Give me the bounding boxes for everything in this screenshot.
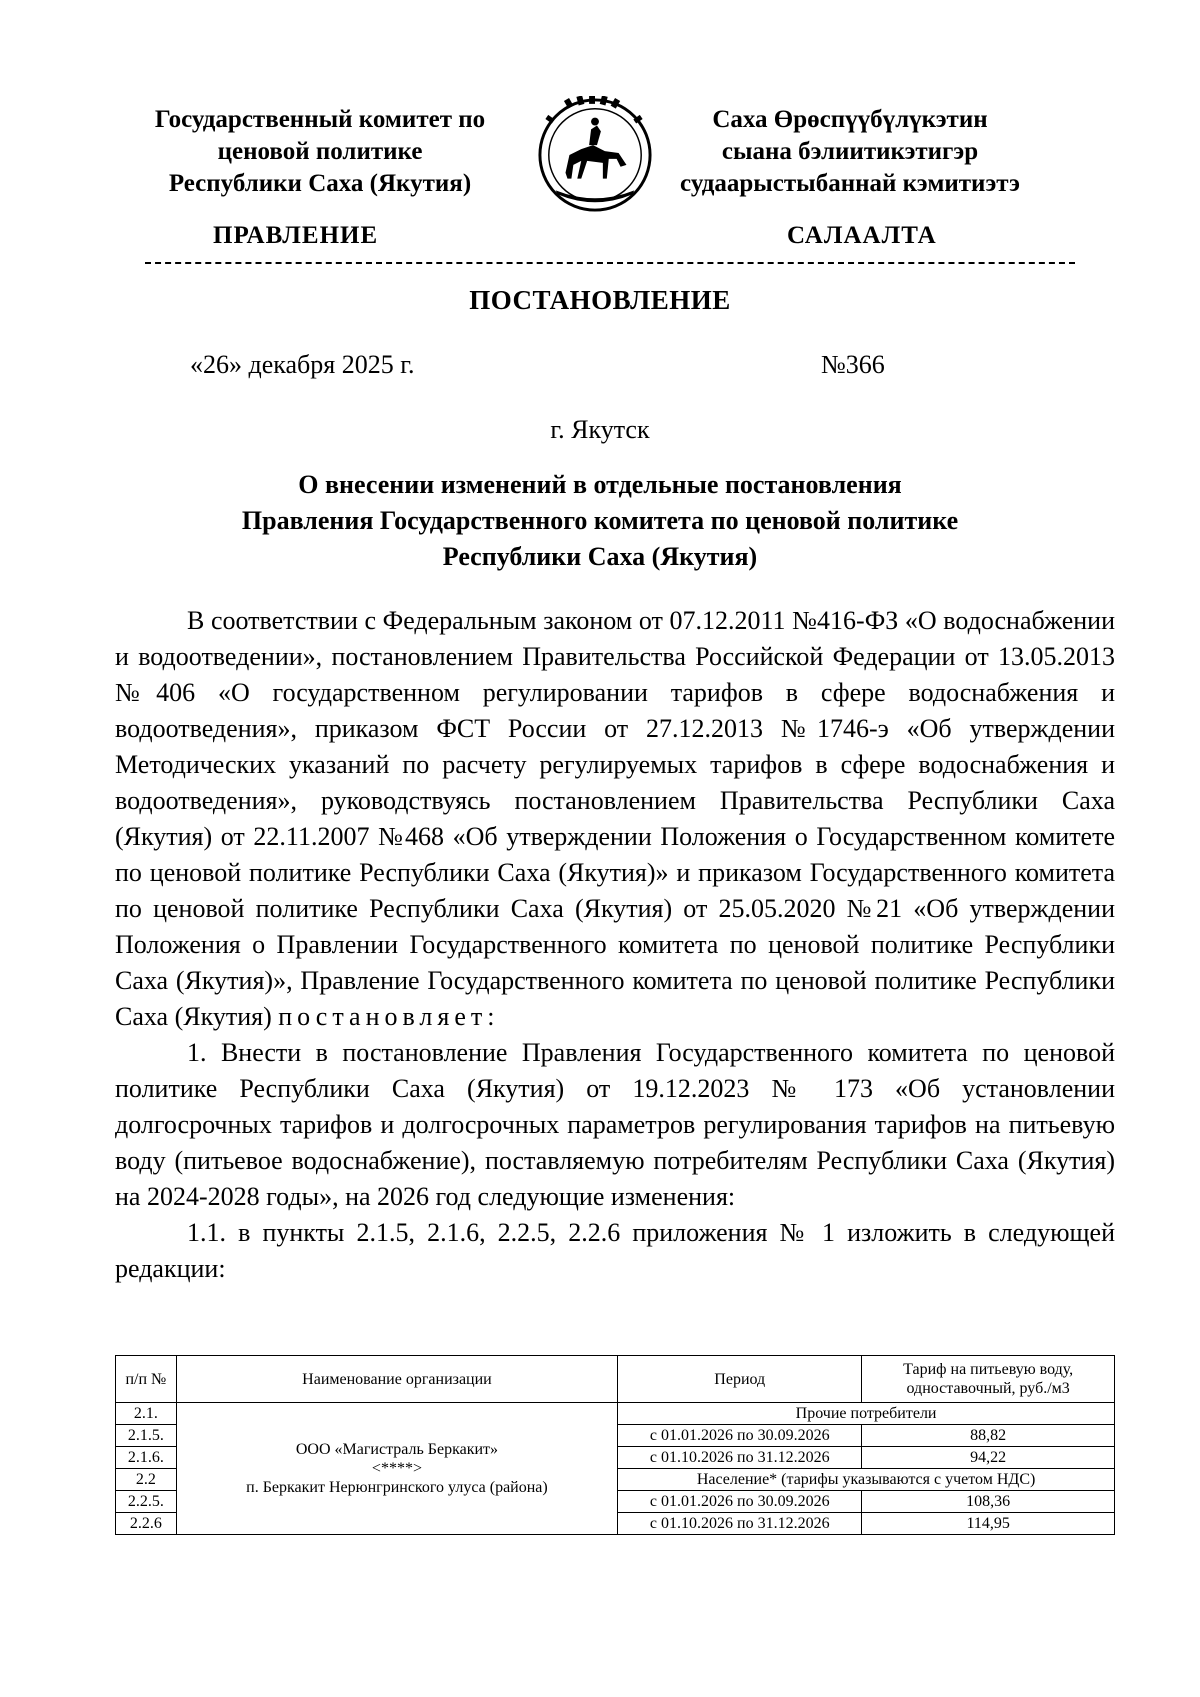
- board-label-russian: ПРАВЛЕНИЕ: [213, 222, 379, 249]
- org-cell: [176, 1403, 617, 1535]
- header-right-line: сыана бэлиитикэтигэр: [721, 138, 979, 165]
- row-num: 2.1.5.: [116, 1425, 177, 1447]
- header-divider: [145, 262, 1075, 264]
- header-period: Период: [618, 1356, 862, 1403]
- document-type: ПОСТАНОВЛЕНИЕ: [469, 285, 731, 315]
- org-code: <****>: [371, 1460, 422, 1477]
- document-number: №366: [821, 350, 885, 379]
- committee-name-russian: [130, 104, 510, 200]
- group-label: Прочие потребители: [618, 1403, 1115, 1425]
- row-num: 2.1.6.: [116, 1447, 177, 1469]
- header-num: п/п №: [116, 1356, 177, 1403]
- row-period: с 01.10.2026 по 31.12.2026: [618, 1447, 862, 1469]
- tariff-table: [115, 1355, 1115, 1535]
- header-left-line: ценовой политике: [217, 138, 423, 165]
- coat-of-arms-icon: [536, 96, 654, 214]
- header-org: Наименование организации: [176, 1356, 617, 1403]
- row-tariff: 94,22: [862, 1447, 1115, 1469]
- item-1-paragraph: 1. Внести в постановление Правления Государственного комитета по ценовой политике Республики Саха (Якутия) от 19.12.2023 № 173 «Об установлении долгосрочных тарифов и долгосрочных параметров регулирования тарифов на питьевую воду (питьевое водоснабжение), поставляемую потребителям Республики Саха (Якутия) на 2024-2028 годы», на 2026 год следующие изменения:: [115, 1038, 1115, 1211]
- header-right-line: судаарыстыбаннай кэмитиэтэ: [680, 170, 1020, 197]
- org-location: п. Беркакит Нерюнгринского улуса (района): [246, 1479, 548, 1496]
- group-label: Население* (тарифы указываются с учетом НДС): [618, 1469, 1115, 1491]
- row-period: с 01.01.2026 по 30.09.2026: [618, 1425, 862, 1447]
- preamble-text: В соответствии с Федеральным законом от 07.12.2011 №416-ФЗ «О водоснабжении и водоотведении», постановлением Правительства Российской Федерации от 13.05.2013 №406 «О государственном регулировании тарифов в сфере водоснабжения и водоотведения», приказом ФСТ России от 27.12.2013 №1746-э «Об утверждении Методических указаний по расчету регулируемых тарифов в сфере водоснабжения и водоотведения», руководствуясь постановлением Правительства Республики Саха (Якутия) от 22.11.2007 №468 «Об утверждении Положения о Государственном комитете по ценовой политике Республики Саха (Якутия)» и приказом Государственного комитета по ценовой политике Республики Саха (Якутия) от 25.05.2020 №21 «Об утверждении Положения о Правлении Государственного комитета по ценовой политике Республики Саха (Якутия)», Правление Государственного комитета по ценовой политике Республики Саха (Якутия): [115, 606, 1115, 1031]
- header-right-line: Саха Өрөспүүбүлүкэтин: [712, 106, 988, 133]
- row-period: с 01.01.2026 по 30.09.2026: [618, 1491, 862, 1513]
- resolves-word: постановляет:: [278, 1002, 500, 1031]
- title-line: О внесении изменений в отдельные постановления: [298, 470, 902, 499]
- committee-name-sakha: [660, 104, 1040, 200]
- board-label-sakha: САЛААЛТА: [787, 222, 937, 249]
- table-header-row: [116, 1356, 1115, 1403]
- table-row: [116, 1403, 1115, 1425]
- title-line: Правления Государственного комитета по ценовой политике: [241, 506, 959, 535]
- header-tariff: Тариф на питьевую воду, одноставочный, руб./м3: [862, 1356, 1115, 1403]
- item-1-1-paragraph: 1.1. в пункты 2.1.5, 2.1.6, 2.2.5, 2.2.6 приложения № 1 изложить в следующей редакции:: [115, 1218, 1115, 1283]
- document-title: [120, 467, 1080, 575]
- header-left-line: Государственный комитет по: [154, 106, 486, 133]
- document-body: [115, 603, 1115, 1287]
- preamble-paragraph: [115, 603, 1115, 1035]
- row-num: 2.2.5.: [116, 1491, 177, 1513]
- org-name: ООО «Магистраль Беркакит»: [295, 1441, 499, 1458]
- row-tariff: 88,82: [862, 1425, 1115, 1447]
- row-period: с 01.10.2026 по 31.12.2026: [618, 1513, 862, 1535]
- title-line: Республики Саха (Якутия): [442, 542, 758, 571]
- row-tariff: 108,36: [862, 1491, 1115, 1513]
- header-left-line: Республики Саха (Якутия): [168, 170, 472, 197]
- document-city: г. Якутск: [550, 415, 650, 444]
- row-num: 2.2.6: [116, 1513, 177, 1535]
- row-tariff: 114,95: [862, 1513, 1115, 1535]
- row-num: 2.1.: [116, 1403, 177, 1425]
- row-num: 2.2: [116, 1469, 177, 1491]
- document-date: «26» декабря 2025 г.: [190, 350, 415, 379]
